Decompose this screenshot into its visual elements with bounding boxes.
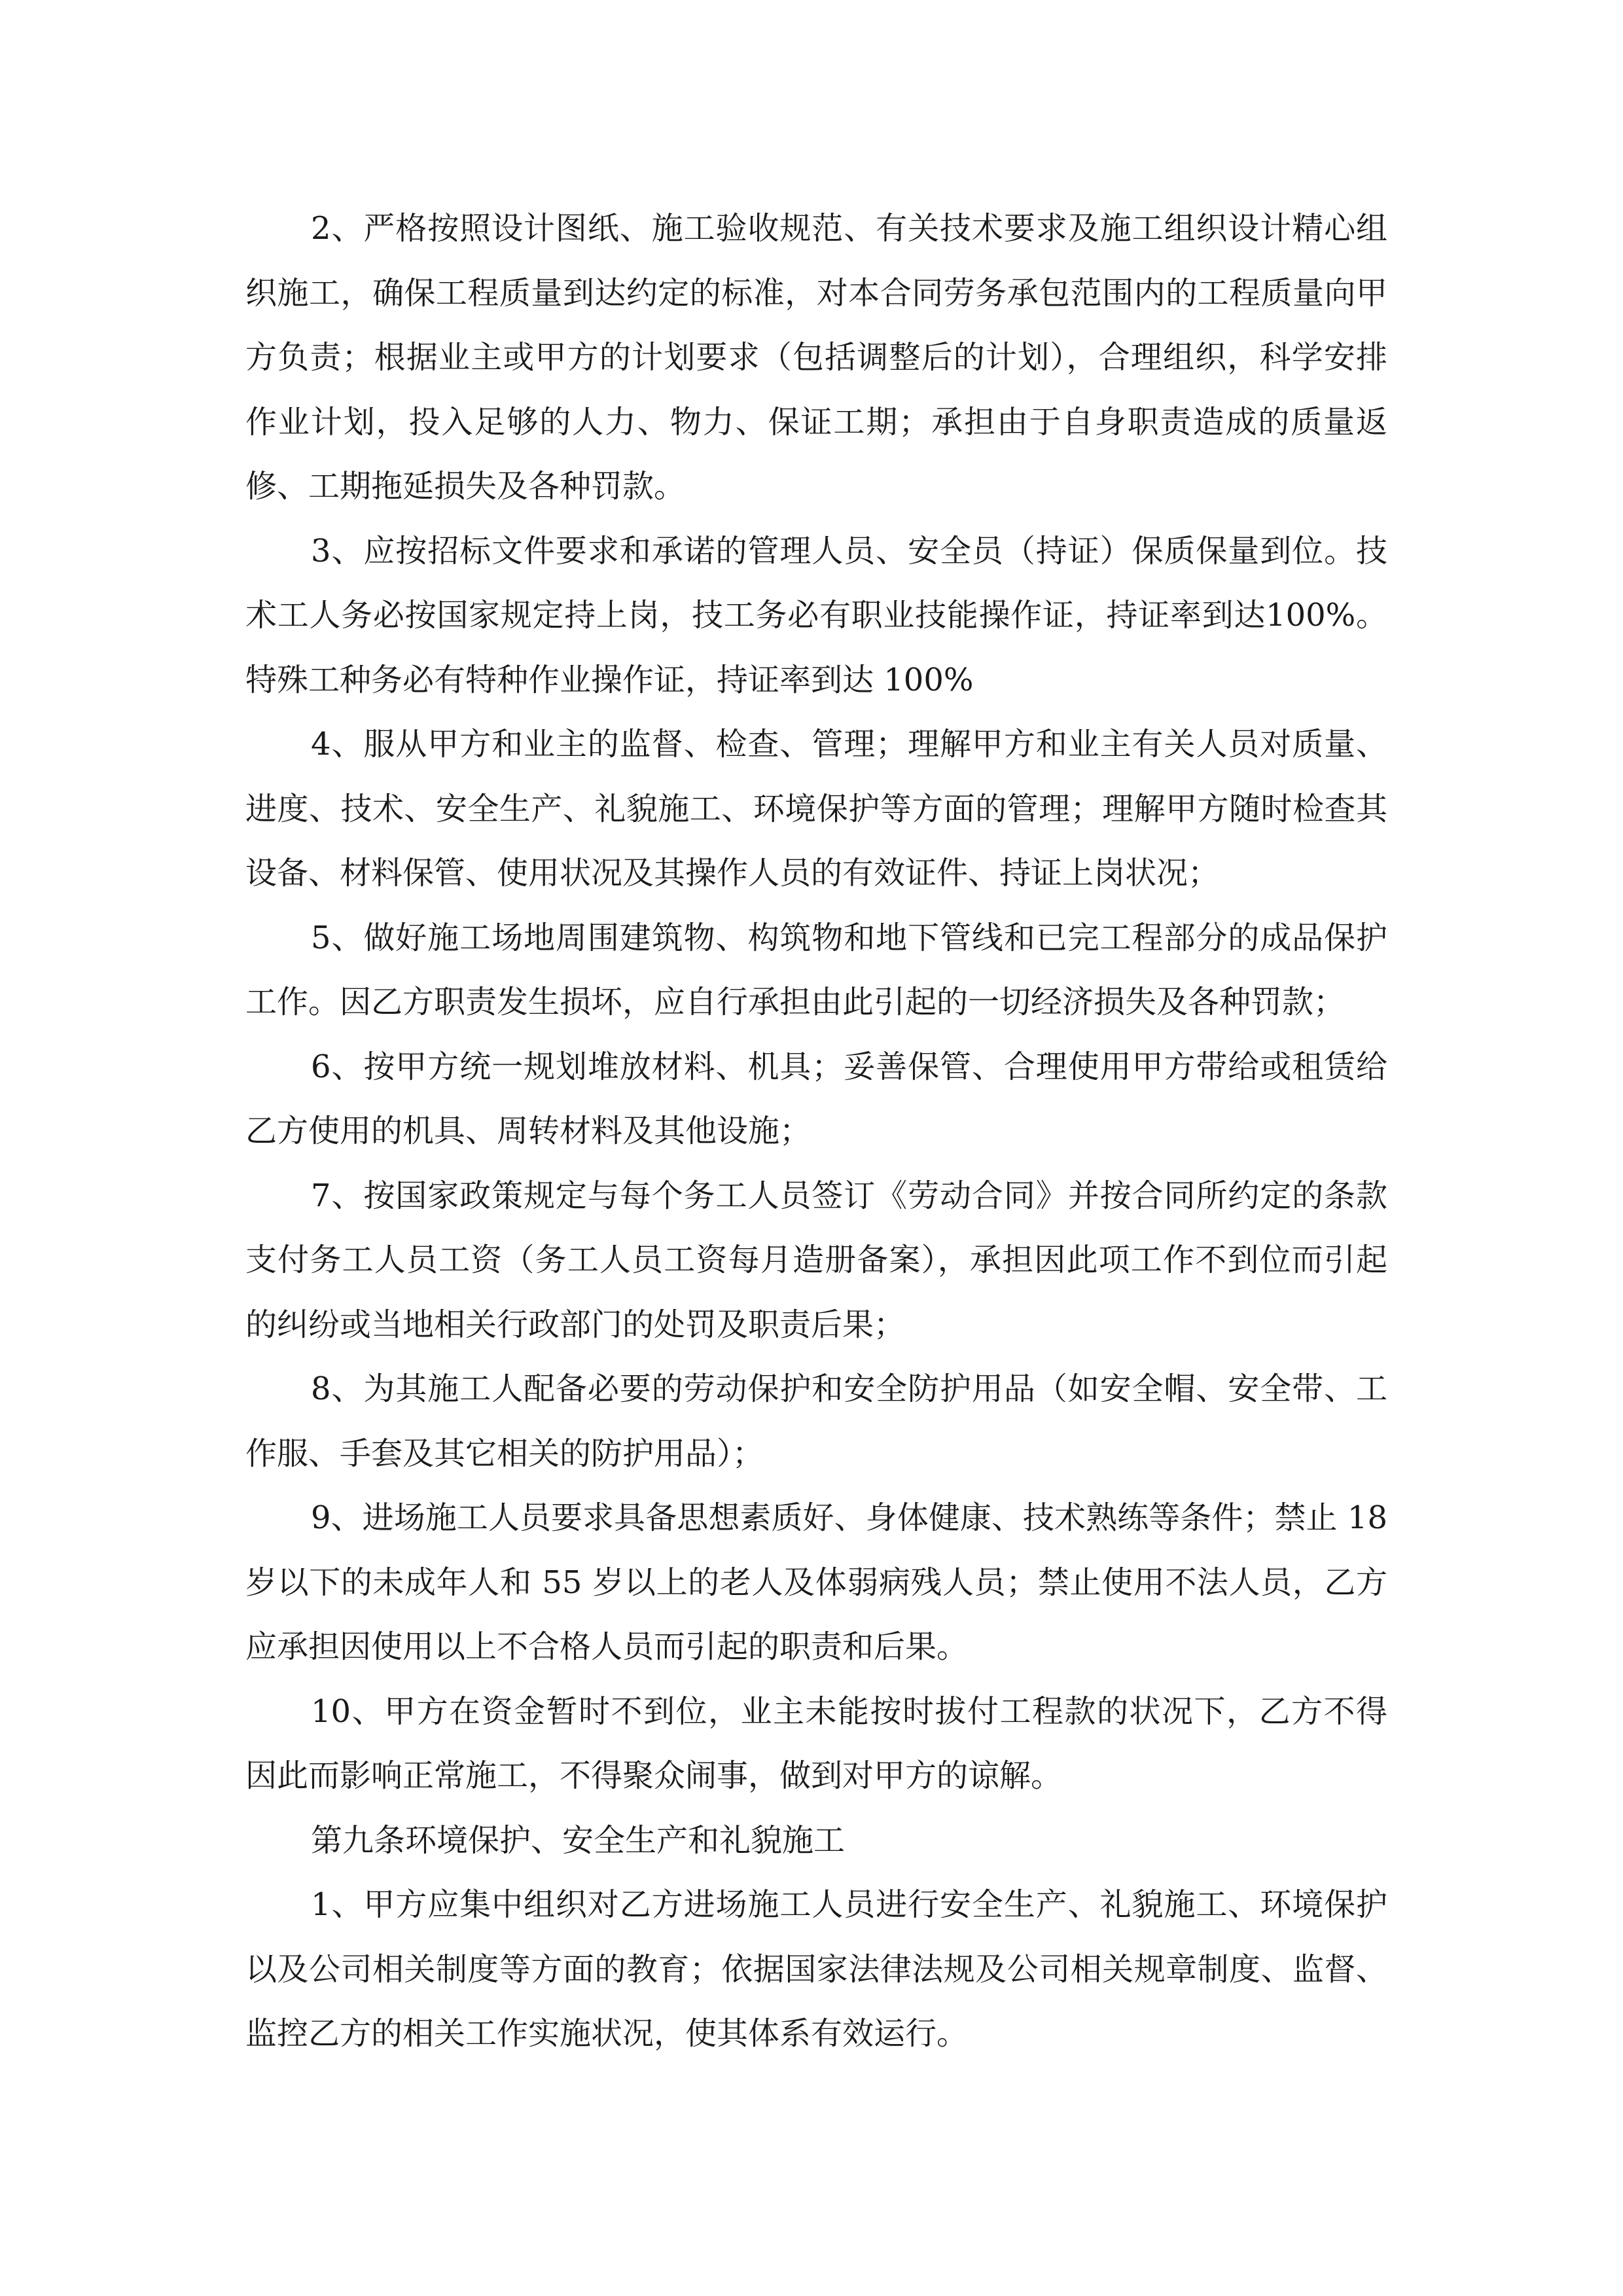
document-body (245, 196, 1387, 2066)
paragraph-item-7: 7、按国家政策规定与每个务工人员签订《劳动合同》并按合同所约定的条款支付务工人员工资（务工人员工资每月造册备案），承担因此项工作不到位而引起的纠纷或当地相关行政部门的处罚及职责后果； (245, 1177, 1387, 1343)
paragraph-item-3: 3、应按招标文件要求和承诺的管理人员、安全员（持证）保质保量到位。技术工人务必按国家规定持上岗，技工务必有职业技能操作证，持证率到达100%。特殊工种务必有特种作业操作证，持证率到达 100% (245, 532, 1387, 698)
paragraph-item-6: 6、按甲方统一规划堆放材料、机具；妥善保管、合理使用甲方带给或租赁给乙方使用的机具、周转材料及其他设施； (245, 1048, 1387, 1149)
paragraph-item-5: 5、做好施工场地周围建筑物、构筑物和地下管线和已完工程部分的成品保护工作。因乙方职责发生损坏，应自行承担由此引起的一切经济损失及各种罚款； (245, 919, 1387, 1020)
paragraph-item-10: 10、甲方在资金暂时不到位，业主未能按时拔付工程款的状况下，乙方不得因此而影响正常施工，不得聚众闹事，做到对甲方的谅解。 (245, 1693, 1387, 1794)
paragraph-item-2: 2、严格按照设计图纸、施工验收规范、有关技术要求及施工组织设计精心组织施工，确保工程质量到达约定的标准，对本合同劳务承包范围内的工程质量向甲方负责；根据业主或甲方的计划要求（包括调整后的计划），合理组织，科学安排作业计划，投入足够的人力、物力、保证工期；承担由于自身职责造成的质量返修、工期拖延损失及各种罚款。 (245, 210, 1387, 505)
paragraph-article-9-item-1: 1、甲方应集中组织对乙方进场施工人员进行安全生产、礼貌施工、环境保护以及公司相关制度等方面的教育；依据国家法律法规及公司相关规章制度、监督、监控乙方的相关工作实施状况，使其体系有效运行。 (245, 1886, 1387, 2052)
paragraph-item-8: 8、为其施工人配备必要的劳动保护和安全防护用品（如安全帽、安全带、工作服、手套及其它相关的防护用品）； (245, 1371, 1387, 1472)
paragraph-item-9: 9、进场施工人员要求具备思想素质好、身体健康、技术熟练等条件；禁止 18 岁以下的未成年人和 55 岁以上的老人及体弱病残人员；禁止使用不法人员，乙方应承担因使用以上不合格人员而引起的职责和后果。 (245, 1499, 1387, 1665)
paragraph-item-4: 4、服从甲方和业主的监督、检查、管理；理解甲方和业主有关人员对质量、进度、技术、安全生产、礼貌施工、环境保护等方面的管理；理解甲方随时检查其设备、材料保管、使用状况及其操作人员的有效证件、持证上岗状况； (245, 726, 1387, 891)
section-heading-article-9: 第九条环境保护、安全生产和礼貌施工 (311, 1821, 846, 1859)
